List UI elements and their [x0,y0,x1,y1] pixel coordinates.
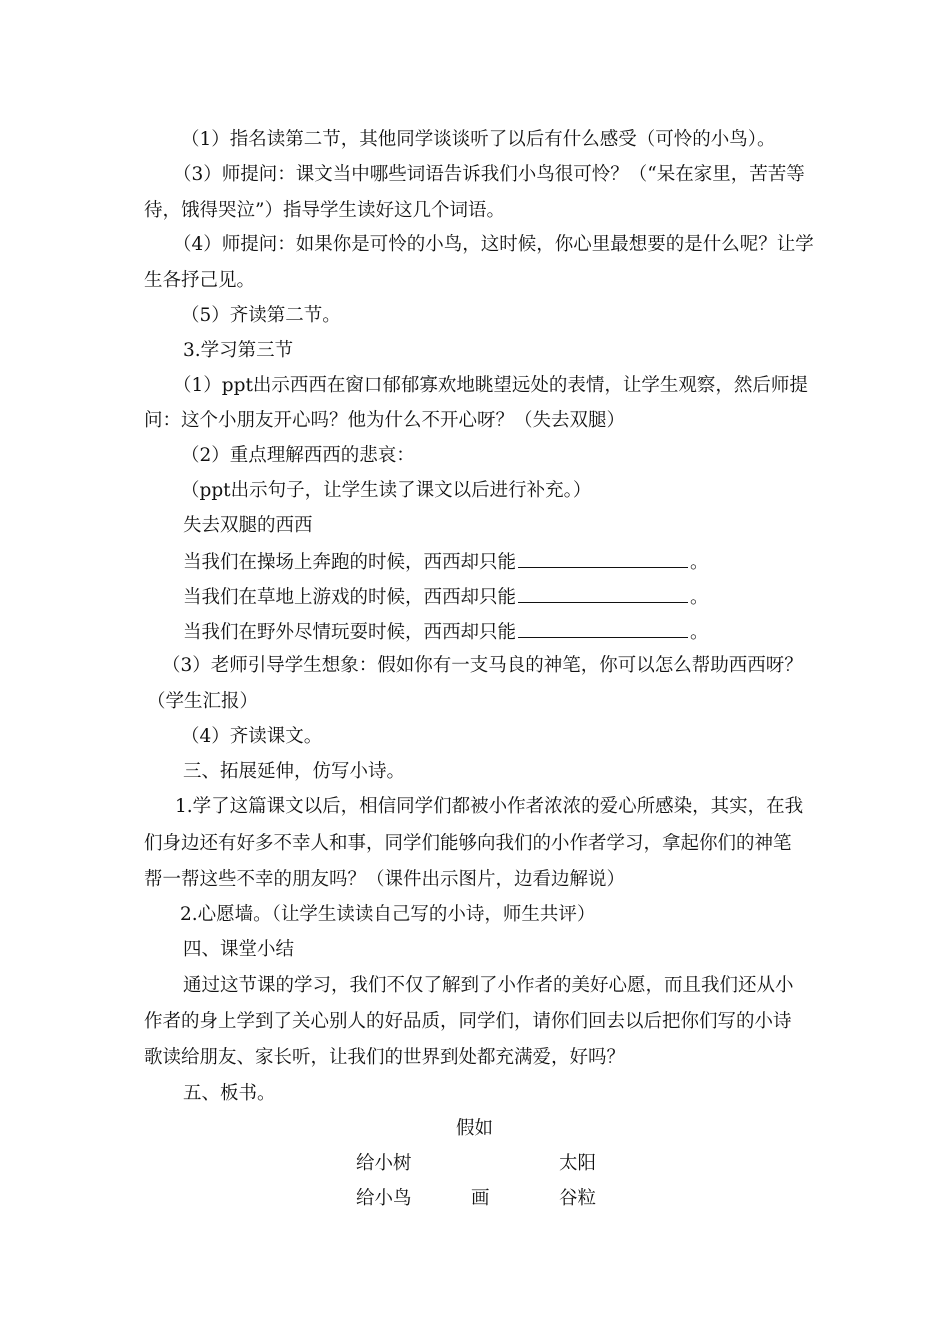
paragraph-8: （ppt出示句子，让学生读了课文以后进行补充。） [181,480,592,501]
paragraph-3-line-2: 生各抒己见。 [144,270,256,291]
board-row-2-left: 给小鸟 [356,1188,412,1209]
paragraph-13-line-2: （学生汇报） [147,691,259,712]
paragraph-19-line-2: 作者的身上学到了关心别人的好品质，同学们，请你们回去以后把你们写的小诗 [144,1011,792,1032]
paragraph-2-line-1: （3）师提问：课文当中哪些词语告诉我们小鸟很可怜？（“呆在家里，苦苦等 [173,164,805,185]
period: 。 [690,552,709,573]
paragraph-19-line-1: 通过这节课的学习，我们不仅了解到了小作者的美好心愿，而且我们还从小 [183,975,794,996]
section-heading-three: 三、拓展延伸，仿写小诗。 [183,761,406,782]
period: 。 [690,587,709,608]
board-row-1-left: 给小树 [356,1153,412,1174]
blank-line [518,549,688,568]
fill-in-line-2 [183,584,709,610]
paragraph-2-line-2: 待，饿得哭泣”）指导学生读好这几个词语。 [144,200,505,221]
paragraph-4: （5）齐读第二节。 [181,305,341,326]
paragraph-3-line-1: （4）师提问：如果你是可怜的小鸟，这时候，你心里最想要的是什么呢？让学 [173,234,814,255]
fill-in-prompt: 当我们在操场上奔跑的时候，西西却只能 [183,552,517,573]
paragraph-16-line-2: 们身边还有好多不幸人和事，同学们能够向我们的小作者学习，拿起你们的神笔 [144,833,792,854]
board-row-2-right: 谷粒 [559,1188,597,1209]
paragraph-9: 失去双腿的西西 [183,515,313,536]
fill-in-line-3 [183,619,709,645]
paragraph-6-line-2: 问：这个小朋友开心吗？他为什么不开心呀？（失去双腿） [144,410,626,431]
section-heading-five: 五、板书。 [183,1083,276,1104]
board-row-2-center: 画 [471,1188,490,1209]
paragraph-16-line-3: 帮一帮这些不幸的朋友吗？（课件出示图片，边看边解说） [144,869,626,890]
paragraph-19-line-3: 歌读给朋友、家长听，让我们的世界到处都充满爱，好吗？ [144,1047,626,1068]
fill-in-prompt: 当我们在草地上游戏的时候，西西却只能 [183,587,517,608]
paragraph-6-line-1: （1）ppt出示西西在窗口郁郁寡欢地眺望远处的表情，让学生观察，然后师提 [173,375,808,396]
paragraph-7: （2）重点理解西西的悲哀： [181,445,415,466]
paragraph-14: （4）齐读课文。 [181,726,323,747]
paragraph-13-line-1: （3）老师引导学生想象：假如你有一支马良的神笔，你可以怎么帮助西西呀？ [162,655,803,676]
board-title: 假如 [456,1118,494,1139]
section-heading-3: 3.学习第三节 [183,340,294,361]
period: 。 [690,622,709,643]
fill-in-line-1 [183,549,709,575]
paragraph-17: 2.心愿墙。（让学生读读自己写的小诗，师生共评） [180,904,596,925]
paragraph-16-line-1: 1.学了这篇课文以后，相信同学们都被小作者浓浓的爱心所感染，其实，在我 [175,796,804,817]
paragraph-1: （1）指名读第二节，其他同学谈谈听了以后有什么感受（可怜的小鸟）。 [181,129,776,150]
board-row-1-right: 太阳 [559,1153,597,1174]
fill-in-prompt: 当我们在野外尽情玩耍时候，西西却只能 [183,622,517,643]
blank-line [518,584,688,603]
section-heading-four: 四、课堂小结 [183,939,295,960]
blank-line [518,619,688,638]
